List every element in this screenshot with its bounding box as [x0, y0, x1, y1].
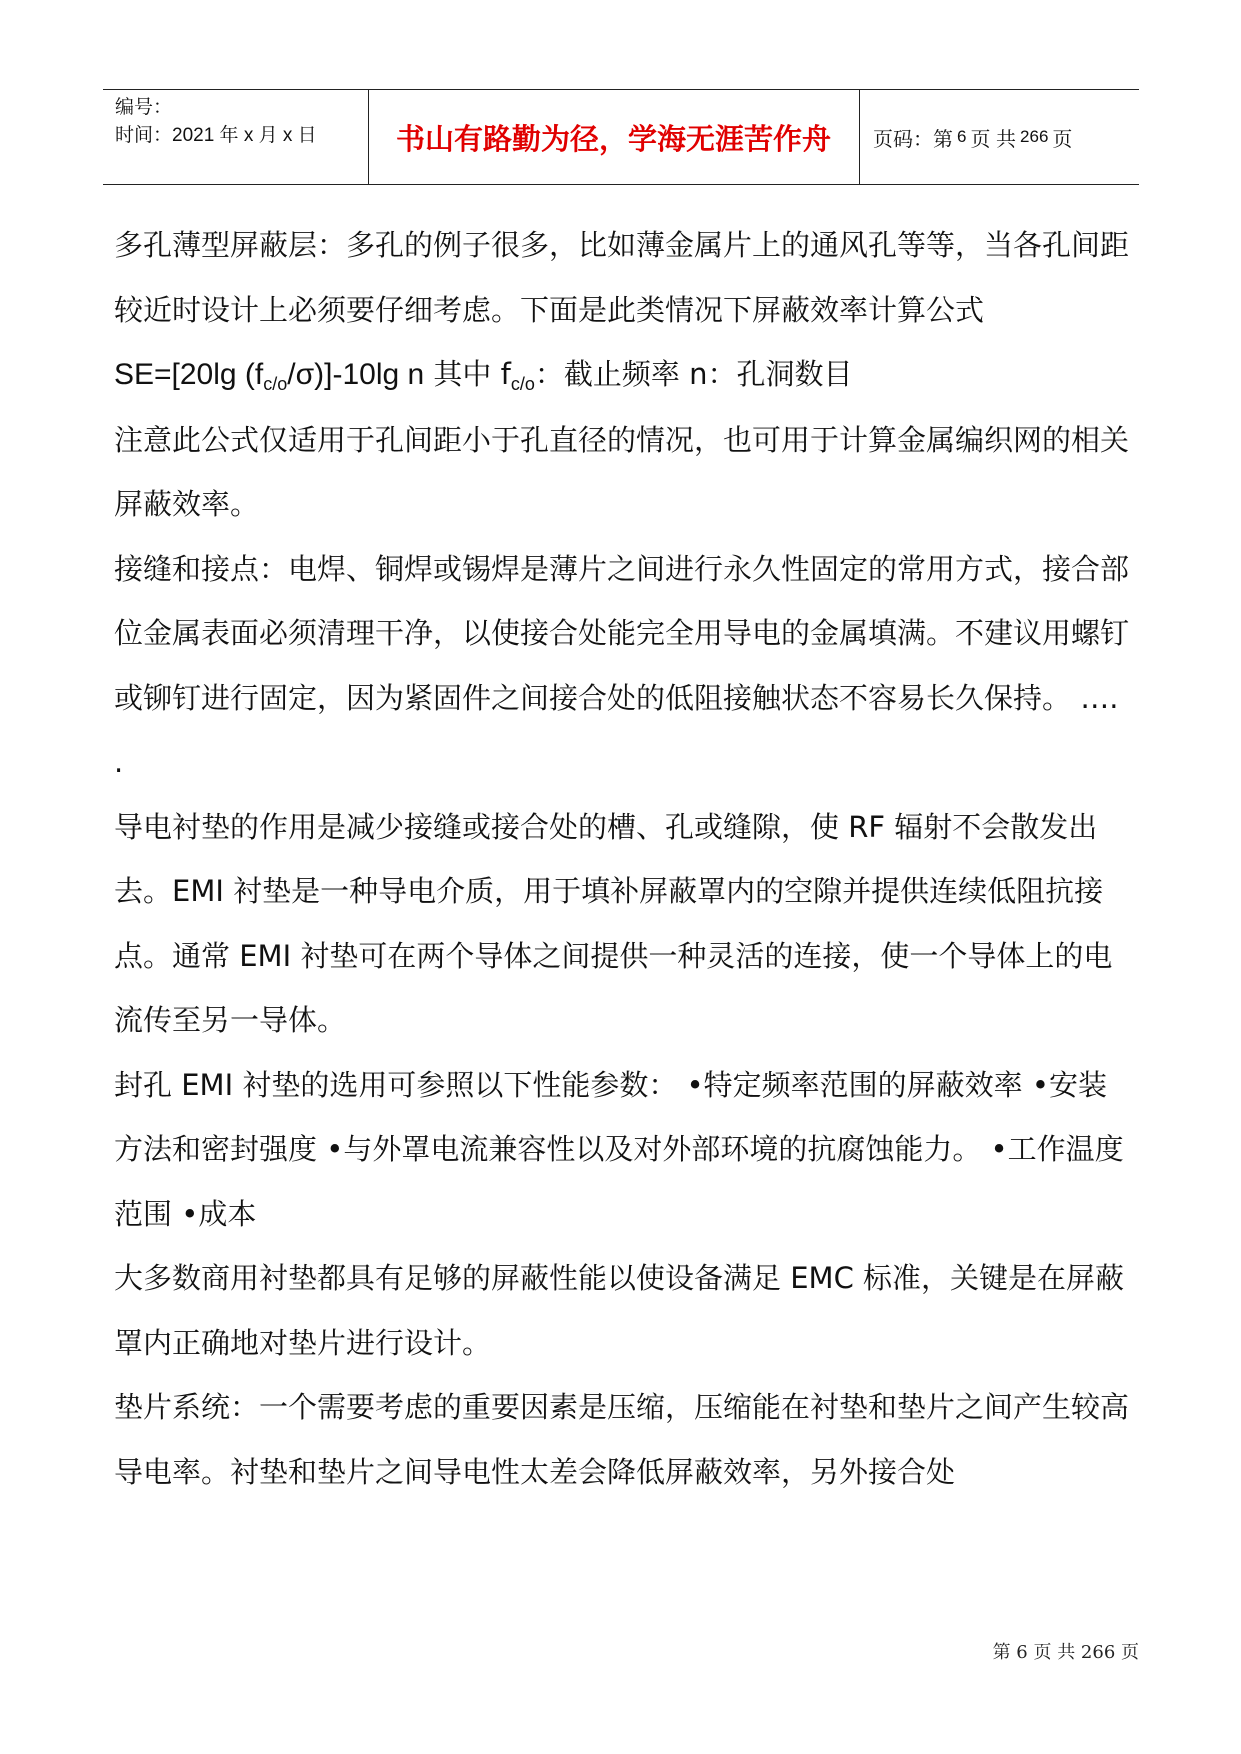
formula-part: 其中 f: [424, 357, 511, 391]
paragraph-formula-note: 注意此公式仅适用于孔间距小于孔直径的情况，也可用于计算金属编织网的相关屏蔽效率。: [114, 422, 1130, 521]
header-motto: 书山有路勤为径，学海无涯苦作舟: [395, 121, 831, 156]
formula-part: ：截止频率 n：孔洞数目: [534, 357, 853, 391]
header-divider: [859, 90, 860, 184]
number-label: 编号：: [115, 97, 173, 118]
page-footer: 第 6 页 共 266 页: [992, 1642, 1139, 1663]
date-line: 时间：2021 年 x 月 x 日: [115, 125, 317, 146]
document-body: [114, 213, 1134, 1504]
document-header: [103, 89, 1139, 185]
page-number: 6: [957, 127, 967, 146]
paragraph-gasket-selection: 封孔 EMI 衬垫的选用可参照以下性能参数： •特定频率范围的屏蔽效率 •安装方法和密封强度 •与外罩电流兼容性以及对外部环境的抗腐蚀能力。 •工作温度范围 •成本: [114, 1067, 1124, 1231]
paragraph-perforated-shield: 多孔薄型屏蔽层：多孔的例子很多，比如薄金属片上的通风孔等等，当各孔间距较近时设计上必须要仔细考虑。下面是此类情况下屏蔽效率计算公式: [114, 228, 1130, 327]
formula-line: [114, 342, 1134, 408]
formula-part: SE=[20lg (f: [114, 358, 264, 391]
paragraph-commercial-gaskets: 大多数商用衬垫都具有足够的屏蔽性能以使设备满足 EMC 标准，关键是在屏蔽罩内正确地对垫片进行设计。: [114, 1261, 1125, 1360]
header-page-info: [873, 90, 1072, 184]
paragraph-gasket-system: 垫片系统：一个需要考虑的重要因素是压缩，压缩能在衬垫和垫片之间产生较高导电率。衬垫和垫片之间导电性太差会降低屏蔽效率，另外接合处: [114, 1390, 1130, 1489]
header-info: [115, 94, 317, 150]
formula-subscript: c/o: [510, 374, 535, 394]
page-mid: 页 共: [970, 128, 1017, 151]
paragraph-seams: 接缝和接点：电焊、铜焊或锡焊是薄片之间进行永久性固定的常用方式，接合部位金属表面必须清理干净，以使接合处能完全用导电的金属填满。不建议用螺钉或铆钉进行固定，因为紧固件之间接合处的低阻接触状态不容易长久保持。 …. .: [114, 551, 1130, 779]
formula-subscript: c/o: [263, 374, 288, 394]
formula-part: /σ)]-10lg n: [287, 358, 425, 391]
page-prefix: 页码：第: [873, 128, 953, 151]
page-suffix: 页: [1052, 128, 1073, 151]
page-total: 266: [1020, 127, 1049, 146]
paragraph-gaskets: 导电衬垫的作用是减少接缝或接合处的槽、孔或缝隙，使 RF 辐射不会散发出去。EMI 衬垫是一种导电介质，用于填补屏蔽罩内的空隙并提供连续低阻抗接点。通常 EMI 衬垫可在两个导体之间提供一种灵活的连接，使一个导体上的电流传至另一导体。: [114, 809, 1113, 1037]
